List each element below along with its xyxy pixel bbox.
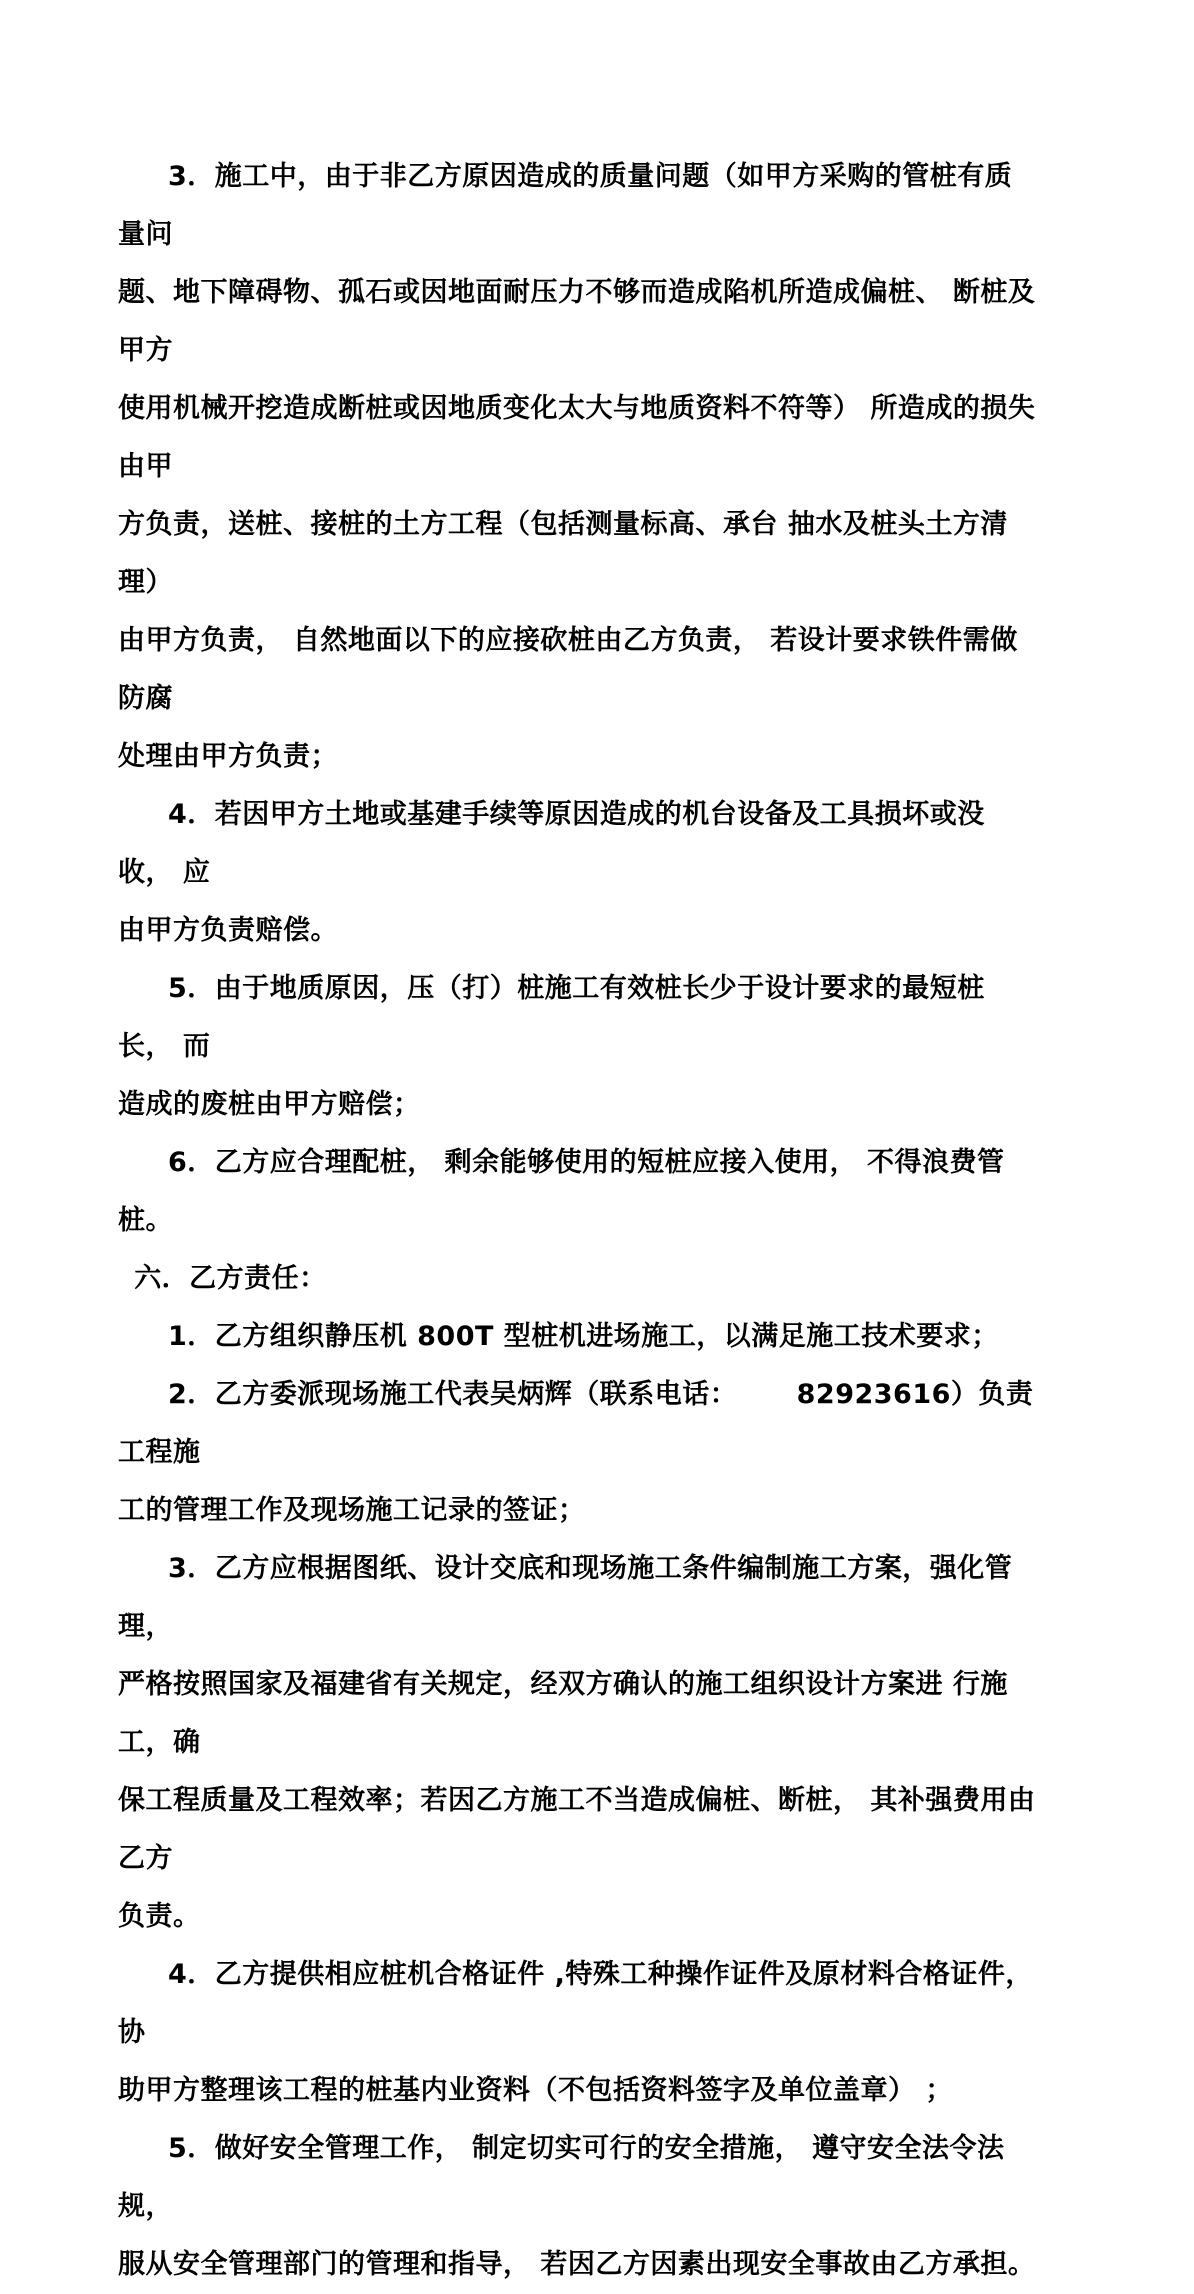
paragraph-10 — [118, 2120, 1038, 2294]
paragraph-1 — [118, 148, 1038, 786]
text-line: 保工程质量及工程效率；若因乙方施工不当造成偏桩、断桩， 其补强费用由乙方 — [118, 1785, 1036, 1874]
text-line: 1．乙方组织静压机 800T 型桩机进场施工，以满足施工技术要求； — [167, 1321, 999, 1352]
text-line: 由甲方负责赔偿。 — [118, 915, 338, 946]
text-line: 处理由甲方负责； — [118, 741, 338, 772]
text-line: 3．施工中，由于非乙方原因造成的质量问题（如甲方采购的管桩有质 量问 — [118, 161, 1023, 250]
text-line: 使用机械开挖造成断桩或因地质变化太大与地质资料不符等） 所造成的损失由甲 — [118, 393, 1036, 482]
paragraph-8 — [118, 1540, 1038, 1946]
paragraph-5 — [118, 1250, 1038, 1308]
text-line: 工的管理工作及现场施工记录的签证； — [118, 1495, 586, 1526]
text-line: 题、地下障碍物、孤石或因地面耐压力不够而造成陷机所造成偏桩、 断桩及甲方 — [118, 277, 1036, 366]
paragraph-2 — [118, 786, 1038, 960]
paragraph-4 — [118, 1134, 1038, 1250]
contract-document-page — [118, 148, 1043, 2294]
paragraph-3 — [118, 960, 1038, 1134]
text-line: 助甲方整理该工程的桩基内业资料（不包括资料签字及单位盖章） ； — [118, 2075, 953, 2106]
text-line: 服从安全管理部门的管理和指导， 若因乙方因素出现安全事故由乙方承担。 — [118, 2249, 1036, 2280]
text-line: 4．若因甲方土地或基建手续等原因造成的机台设备及工具损坏或没收， 应 — [118, 799, 985, 888]
text-line: 方负责，送桩、接桩的土方工程（包括测量标高、承台 抽水及桩头土方清理） — [118, 509, 1008, 598]
text-line: 3．乙方应根据图纸、设计交底和现场施工条件编制施工方案，强化管 理， — [118, 1553, 1023, 1642]
paragraph-6 — [118, 1308, 1038, 1366]
text-line: 5．做好安全管理工作， 制定切实可行的安全措施， 遵守安全法令法规， — [118, 2133, 1005, 2222]
text-line: 六．乙方责任： — [134, 1263, 327, 1294]
paragraph-7 — [118, 1366, 1038, 1540]
text-line: 5．由于地质原因，压（打）桩施工有效桩长少于设计要求的最短桩长， 而 — [118, 973, 985, 1062]
text-line: 由甲方负责， 自然地面以下的应接砍桩由乙方负责， 若设计要求铁件需做防腐 — [118, 625, 1018, 714]
paragraph-9 — [118, 1946, 1043, 2120]
text-line: 严格按照国家及福建省有关规定，经双方确认的施工组织设计方案进 行施工，确 — [118, 1669, 1008, 1758]
text-line: 2．乙方委派现场施工代表吴炳辉（联系电话： 82923616）负责工程施 — [118, 1379, 1034, 1468]
text-line: 4．乙方提供相应桩机合格证件 ,特殊工种操作证件及原材料合格证件， 协 — [118, 1959, 1043, 2048]
text-line: 造成的废桩由甲方赔偿； — [118, 1089, 421, 1120]
text-line: 负责。 — [118, 1901, 201, 1932]
text-line: 6．乙方应合理配桩， 剩余能够使用的短桩应接入使用， 不得浪费管桩。 — [118, 1147, 1005, 1236]
